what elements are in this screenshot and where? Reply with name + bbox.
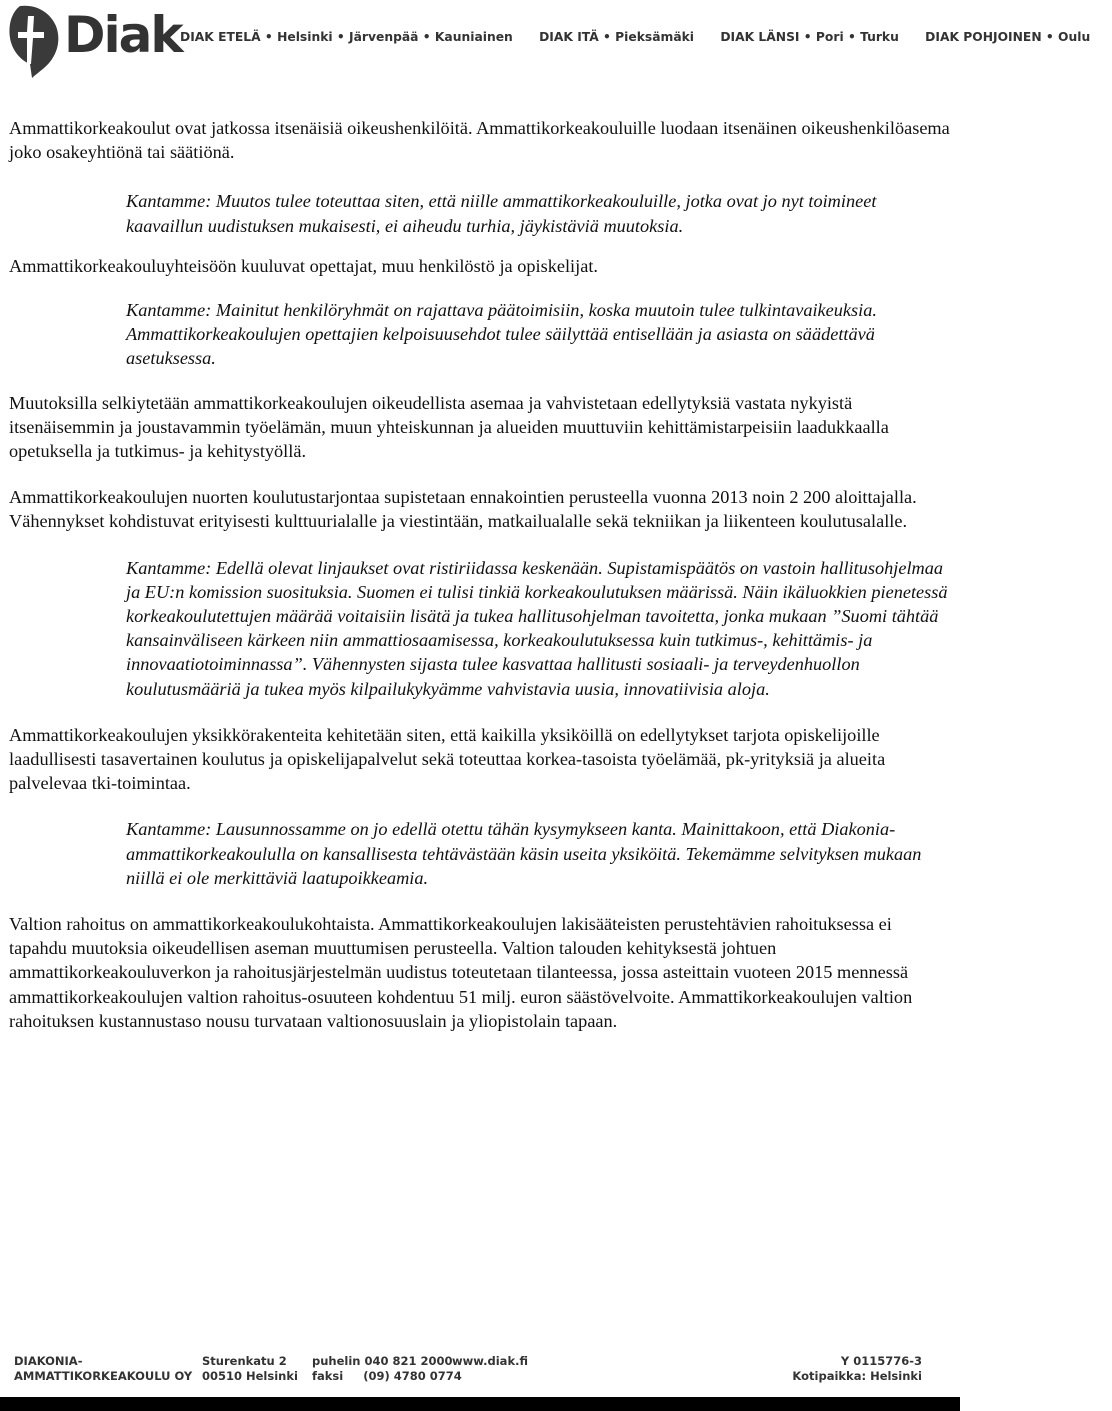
footer-contact: puhelin 040 821 2000 faksi (09) 4780 0774 — [312, 1354, 462, 1383]
website-link[interactable]: www.diak.fi — [452, 1354, 528, 1368]
campus-north: DIAK POHJOINEN • Oulu — [925, 30, 1091, 44]
paragraph-community: Ammattikorkeakouluyhteisöön kuuluvat opettajat, muu henkilöstö ja opiskelijat. — [9, 255, 598, 276]
logo-wordmark: Diak — [64, 6, 182, 64]
campus-east: DIAK ITÄ • Pieksämäki — [539, 30, 695, 44]
paragraph-changes: Muutoksilla selkiytetään ammattikorkeakoulujen oikeudellista asemaa ja vahvistetaan edellytyksiä vastata nykyistä itsenäisemmin ja joustavammin työelämän, muun yhteiskunnan ja alueiden muuttuviin kehittämistarpeisiin laadukkaalla opetuksella ja tutkimus- ja kehitystyöllä. — [9, 392, 889, 462]
position-units: Kantamme: Lausunnossamme on jo edellä otettu tähän kysymykseen kanta. Mainittakoon, että Diakonia-ammattikorkeakoululla on kansallisesta tehtävästään käsin useita yksiköitä. Tekemämme selvityksen mukaan niillä ei ole merkittäviä laatupoikkeamia. — [126, 819, 922, 888]
footer-bar — [0, 1397, 960, 1411]
position-legal-status: Kantamme: Muutos tulee toteuttaa siten, että niille ammattikorkeakouluille, jotka ovat jo nyt toimineet kaavaillun uudistuksen mukaisesti, ei aiheudu turhia, jäykistäviä muutoksia. — [126, 191, 877, 236]
position-qualifications: Ammattikorkeakoulujen opettajien kelpoisuusehdot tulee säilyttää entisellään ja asiasta on säädettävä asetuksessa. — [126, 324, 875, 369]
footer-business: Y 0115776-3 Kotipaikka: Helsinki — [792, 1354, 922, 1383]
footer-address: Sturenkatu 2 00510 Helsinki — [202, 1354, 298, 1383]
paragraph-funding: Valtion rahoitus on ammattikorkeakoulukohtaista. Ammattikorkeakoulujen lakisääteisten perustehtävien rahoituksessa ei tapahdu muutoksia oikeudellisen aseman muuttumisen perusteella. Valtion talouden kehityksestä johtuen ammattikorkeakouluverkon ja rahoitusjärjestelmän uudistus toteutetaan tilanteessa, jossa asteittain vuoteen 2015 mennessä ammattikorkeakoulujen valtion rahoitus-osuuteen kohdentuu 51 milj. euron säästövelvoite. Ammattikorkeakoulujen valtion rahoituksen kustannustaso nousu turvataan valtionosuuslain ja yliopistolain tapaan. — [9, 914, 913, 1031]
document-body — [9, 116, 951, 1033]
paragraph-reductions: Ammattikorkeakoulujen nuorten koulutustarjontaa supistetaan ennakointien perusteella vuonna 2013 noin 2 200 aloittajalla. Vähennykset kohdistuvat erityisesti kulttuurialalle ja viestintään, matkailualalle sekä tekniikan ja liikenteen koulutusalalle. — [9, 487, 917, 532]
campus-west: DIAK LÄNSI • Pori • Turku — [720, 30, 899, 44]
position-reductions: Kantamme: Edellä olevat linjaukset ovat ristiriidassa keskenään. Supistamispäätös on vastoin hallitusohjelmaa ja EU:n komission suosituksia. Suomen ei tulisi tinkiä korkeakoulutuksen määrissä. Näin ikäluokkien pienetessä korkeakoulutettujen määrää voitaisiin lisätä ja tukea hallitusohjelman tavoitetta, jonka mukaan ”Suomi tähtää kansainväliseen kärkeen niin ammattiosaamisessa, korkeakoulutuksessa kuin tutkimus-, kehittämis- ja innovaatiotoiminnassa”. Vähennysten sijasta tulee kasvattaa hallitusti sosiaali- ja terveydenhuollon koulutusmääriä ja tukea myös kilpailukykyämme vahvistavia uusia, innovatiivisia aloja. — [126, 557, 948, 699]
diak-logo-icon — [6, 2, 64, 78]
page-footer — [0, 1350, 960, 1411]
footer-org: DIAKONIA- AMMATTIKORKEAKOULU OY — [14, 1354, 193, 1383]
page-header — [0, 0, 1091, 80]
campus-list — [180, 30, 1112, 44]
paragraph-units: Ammattikorkeakoulujen yksikkörakenteita kehitetään siten, että kaikilla yksiköillä on edellytykset tarjota opiskelijoille laadullisesti tasavertainen koulutus ja opiskelijapalvelut sekä toteuttaa korkea-tasoista työelämää, pk-yrityksiä ja alueita palvelevaa tki-toimintaa. — [9, 724, 886, 794]
campus-south: DIAK ETELÄ • Helsinki • Järvenpää • Kauniainen — [180, 30, 513, 44]
position-community: Kantamme: Mainitut henkilöryhmät on rajattava päätoimisiin, koska muutoin tulee tulkintavaikeuksia. — [126, 300, 877, 321]
footer-website[interactable] — [452, 1354, 528, 1369]
paragraph-legal-status: Ammattikorkeakoulut ovat jatkossa itsenäisiä oikeushenkilöitä. Ammattikorkeakouluille luodaan itsenäinen oikeushenkilöasema joko osakeyhtiönä tai säätiönä. — [9, 118, 950, 163]
